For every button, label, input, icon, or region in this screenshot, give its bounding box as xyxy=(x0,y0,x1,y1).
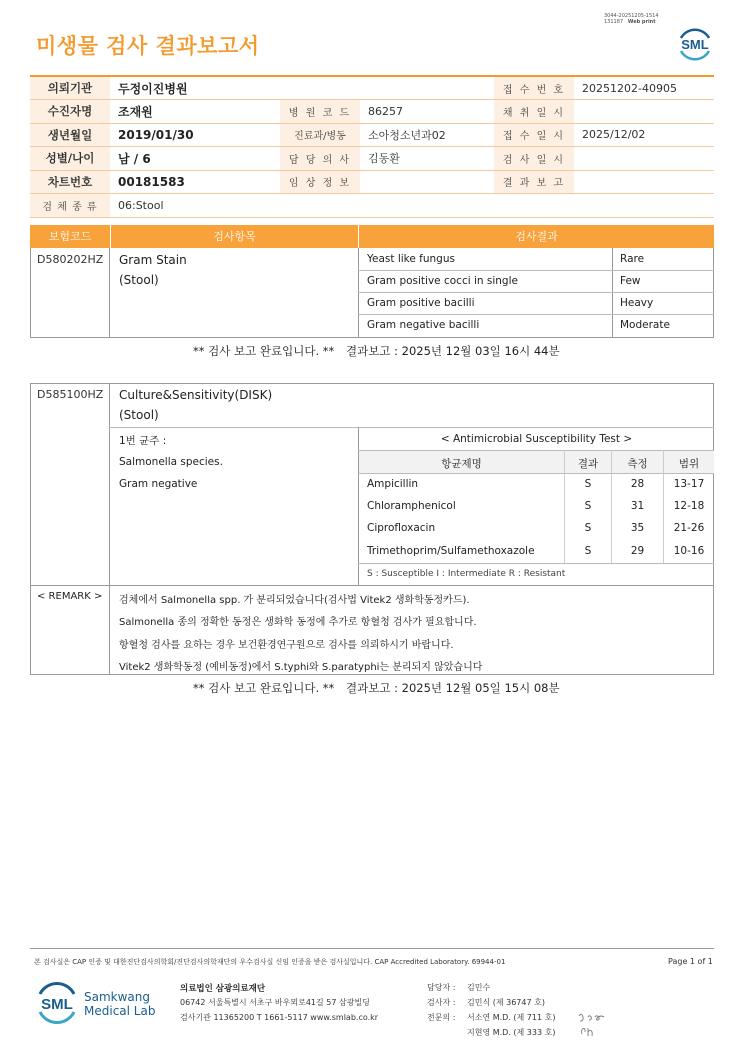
remark-line: 항혈청 검사를 요하는 경우 보건환경연구원으로 검사를 의뢰하시기 바랍니다. xyxy=(119,640,454,651)
info-label: 병 원 코 드 xyxy=(280,100,360,124)
report-timestamp: 결과보고 : 2025년 12월 03일 16시 44분 xyxy=(346,344,560,358)
ast-measure: 31 xyxy=(630,500,645,512)
info-label: 접 수 번 호 xyxy=(494,76,574,100)
staff-role: 담당자 : xyxy=(427,983,456,992)
staff-name: 지현영 M.D. (제 333 호) xyxy=(467,1028,556,1037)
org-contact: 검사기관 11365200 T 1661-5117 www.smlab.co.kr xyxy=(180,1013,379,1022)
gram-result-name: Yeast like fungus xyxy=(367,253,455,265)
info-value: 2025/12/02 xyxy=(574,123,714,147)
test-name: Gram Stain xyxy=(119,253,187,267)
org-name: 의료법인 삼광의료재단 xyxy=(180,984,266,994)
info-value: 김동환 xyxy=(360,147,494,171)
ast-range: 21-26 xyxy=(673,522,705,534)
samkwang-logo-icon xyxy=(36,980,78,1026)
info-value: 06:Stool xyxy=(110,194,280,218)
staff-role: 전문의 : xyxy=(427,1013,456,1022)
info-value: 남 / 6 xyxy=(110,147,280,171)
staff-name: 김민수 xyxy=(467,983,491,992)
info-value: 두정이진병원 xyxy=(110,76,280,100)
ast-measure: 35 xyxy=(630,522,645,534)
ast-legend: S : Susceptible I : Intermediate R : Resistant xyxy=(367,569,566,579)
certification-note: 본 검사실은 CAP 인증 및 대한진단검사의학회/진단검사의학재단의 우수검사실 신임 인증을 받은 검사실입니다. CAP Accredited Laboratory. 69944-01 xyxy=(34,958,506,966)
info-row xyxy=(30,76,714,100)
web-print-label: Web print xyxy=(627,19,656,25)
remark-label: < REMARK > xyxy=(37,591,103,602)
info-value xyxy=(574,147,714,171)
ast-title: < Antimicrobial Susceptibility Test > xyxy=(440,433,633,445)
ast-range: 10-16 xyxy=(673,545,705,557)
remark-line: Vitek2 생화학동정 (예비동정)에서 S.typhi와 S.paratyphi는 분리되지 않았습니다 xyxy=(119,662,483,673)
info-label: 성별/나이 xyxy=(30,147,110,171)
samkwang-logo-sml: SML xyxy=(41,996,73,1013)
info-label: 접 수 일 시 xyxy=(494,123,574,147)
ast-measure: 28 xyxy=(630,478,645,490)
info-label: 채 취 일 시 xyxy=(494,100,574,124)
info-row xyxy=(30,123,714,147)
report-complete-note: ** 검사 보고 완료입니다. ** xyxy=(193,681,335,695)
result-header xyxy=(30,225,714,248)
ast-header-range: 범위 xyxy=(678,458,700,470)
remark-line: Salmonella 종의 정확한 동정은 생화학 동정에 추가로 항혈청 검사가 필요합니다. xyxy=(119,617,477,628)
info-label: 진료과/병동 xyxy=(280,123,360,147)
gram-result-value: Few xyxy=(620,275,641,287)
ast-result: S xyxy=(584,545,592,557)
test-specimen: (Stool) xyxy=(119,273,159,287)
sml-logo xyxy=(676,26,714,62)
ast-drug: Ampicillin xyxy=(367,478,419,490)
ast-result: S xyxy=(584,478,592,490)
info-row xyxy=(30,170,714,194)
ast-result: S xyxy=(584,522,592,534)
page-title: 미생물 검사 결과보고서 xyxy=(36,34,260,58)
info-row xyxy=(30,100,714,124)
info-value: 20251202-40905 xyxy=(574,76,714,100)
info-label: 임 상 정 보 xyxy=(280,170,360,194)
info-row xyxy=(30,147,714,171)
staff-name: 서소연 M.D. (제 711 호) xyxy=(467,1013,556,1022)
info-label: 결 과 보 고 xyxy=(494,170,574,194)
gram-result-name: Gram negative bacilli xyxy=(367,319,480,331)
organism-number: 1번 균주 : xyxy=(119,435,167,447)
ast-drug: Chloramphenicol xyxy=(367,500,456,512)
ast-header-result: 결과 xyxy=(577,458,599,470)
info-value: 86257 xyxy=(360,100,494,124)
info-label: 담 당 의 사 xyxy=(280,147,360,171)
info-label: 검 사 일 시 xyxy=(494,147,574,171)
ast-drug: Ciprofloxacin xyxy=(367,522,436,534)
info-label: 수진자명 xyxy=(30,100,110,124)
test-code: D580202HZ xyxy=(37,253,104,266)
page-number: Page 1 of 1 xyxy=(668,957,713,966)
staff-name: 김민식 (제 36747 호) xyxy=(467,998,545,1007)
organism-name: Salmonella species. xyxy=(119,456,223,468)
footer-divider xyxy=(30,948,714,949)
print-code-line2: 131187 xyxy=(604,19,624,25)
ast-result: S xyxy=(584,500,592,512)
info-label: 의뢰기관 xyxy=(30,76,110,100)
print-code xyxy=(604,13,659,25)
info-label: 검 체 종 류 xyxy=(30,194,110,218)
gram-result-value: Rare xyxy=(620,253,645,265)
info-label: 차트번호 xyxy=(30,170,110,194)
ast-header-measure: 측정 xyxy=(627,458,648,470)
info-value: 조재원 xyxy=(110,100,280,124)
logo-name-line1: Samkwang xyxy=(84,990,150,1004)
info-value xyxy=(574,170,714,194)
sml-logo-text: SML xyxy=(681,37,709,52)
info-value xyxy=(574,100,714,124)
logo-name-line2: Medical Lab xyxy=(84,1004,156,1018)
report-timestamp: 결과보고 : 2025년 12월 05일 15시 08분 xyxy=(346,681,560,695)
signature-icon xyxy=(576,1008,610,1040)
info-value: 00181583 xyxy=(110,170,280,194)
org-address: 06742 서울특별시 서초구 바우뫼로41길 57 삼광빌딩 xyxy=(180,998,370,1007)
header-code: 보험코드 xyxy=(48,230,92,243)
header-item: 검사항목 xyxy=(110,225,358,248)
ast-measure: 29 xyxy=(630,545,645,557)
gram-result-name: Gram positive cocci in single xyxy=(367,275,518,287)
ast-range: 13-17 xyxy=(673,478,705,490)
patient-info-table xyxy=(30,75,714,218)
test-code: D585100HZ xyxy=(37,388,104,401)
remark-line: 검체에서 Salmonella spp. 가 분리되었습니다(검사법 Vitek2 생화학동정카드). xyxy=(119,595,470,606)
staff-role: 검사자 : xyxy=(427,998,456,1007)
ast-drug: Trimethoprim/Sulfamethoxazole xyxy=(367,545,535,557)
organism-gram: Gram negative xyxy=(119,478,198,490)
info-row xyxy=(30,194,714,218)
test-specimen: (Stool) xyxy=(119,408,159,422)
info-value: 소아청소년과02 xyxy=(360,123,494,147)
header-result: 검사결과 xyxy=(358,225,714,248)
samkwang-logo-name xyxy=(84,990,155,1018)
test-name: Culture&Sensitivity(DISK) xyxy=(119,388,273,402)
ast-range: 12-18 xyxy=(673,500,705,512)
info-value xyxy=(360,170,494,194)
gram-result-name: Gram positive bacilli xyxy=(367,297,475,309)
gram-result-value: Heavy xyxy=(620,297,654,309)
ast-header-drug: 항균제명 xyxy=(441,458,482,470)
gram-result-value: Moderate xyxy=(620,319,670,331)
print-code-line: 3044-20251205-1514 xyxy=(604,13,659,19)
info-label: 생년월일 xyxy=(30,123,110,147)
report-complete-note: ** 검사 보고 완료입니다. ** xyxy=(193,344,335,358)
info-value: 2019/01/30 xyxy=(110,123,280,147)
